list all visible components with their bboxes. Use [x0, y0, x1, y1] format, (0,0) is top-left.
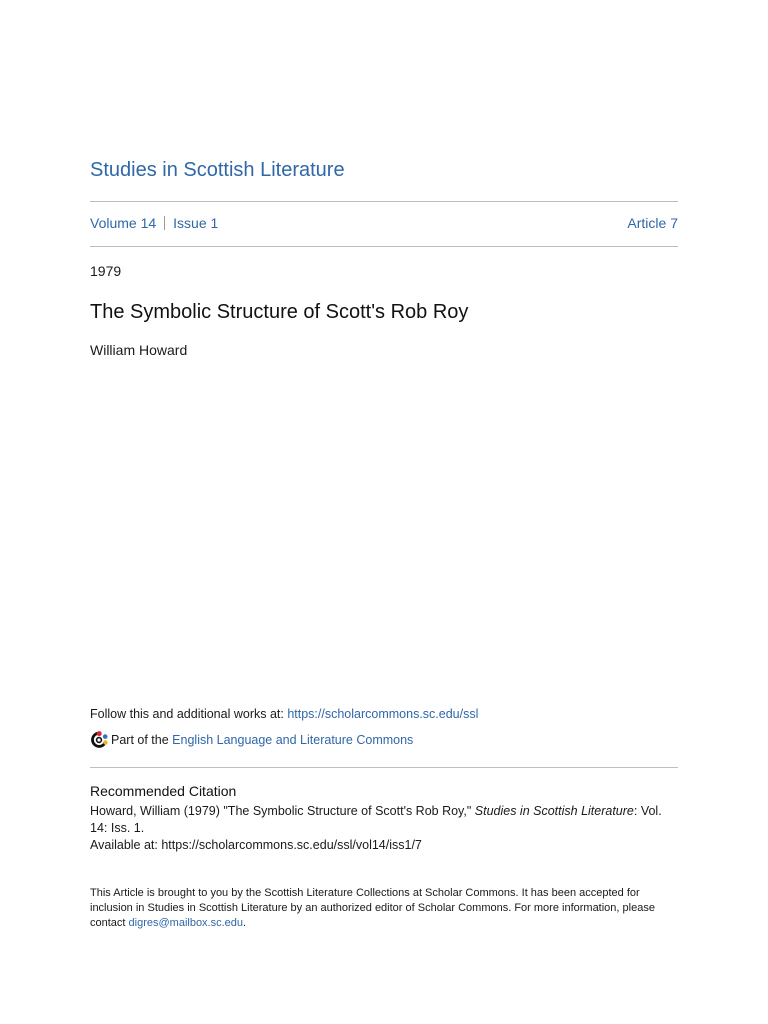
issue-row: [90, 212, 678, 234]
citation-heading: Recommended Citation: [90, 783, 237, 799]
part-of-line: [90, 730, 413, 750]
header-bottom-rule: [90, 246, 678, 247]
publication-year: 1979: [90, 263, 122, 279]
commons-link[interactable]: English Language and Literature Commons: [172, 733, 414, 747]
volume-link[interactable]: Volume 14: [90, 215, 157, 231]
network-commons-icon: [90, 731, 108, 749]
article-title: The Symbolic Structure of Scott's Rob Roy: [90, 301, 469, 323]
citation-available: Available at: https://scholarcommons.sc.edu/ssl/vol14/iss1/7: [90, 838, 422, 852]
follow-url-link[interactable]: https://scholarcommons.sc.edu/ssl: [287, 707, 479, 721]
citation-journal: Studies in Scottish Literature: [474, 804, 634, 818]
footer-notice: [90, 886, 678, 931]
issue-separator: [164, 216, 165, 230]
header-top-rule: [90, 201, 678, 202]
journal-title-link[interactable]: Studies in Scottish Literature: [90, 159, 345, 181]
footer-end: .: [243, 917, 247, 929]
contact-email-link[interactable]: digres@mailbox.sc.edu: [128, 917, 244, 929]
citation-text: [90, 803, 680, 837]
follow-label: Follow this and additional works at:: [90, 707, 288, 721]
citation-rule: [90, 767, 678, 768]
citation-text-after: : Vol. 14: Iss. 1.: [90, 804, 662, 835]
article-number-link[interactable]: Article 7: [627, 215, 678, 231]
follow-line: [90, 706, 478, 723]
issue-link[interactable]: Issue 1: [173, 215, 219, 231]
footer-text: This Article is brought to you by the Scottish Literature Collections at Scholar Commons. It has been accepted for inclusion in Studies in Scottish Literature by an authorized editor of Scholar Commons. For more information, please contact: [90, 887, 655, 929]
part-of-label: Part of the: [111, 733, 169, 747]
citation-text-before: Howard, William (1979) "The Symbolic Structure of Scott's Rob Roy,": [90, 804, 475, 818]
article-author: William Howard: [90, 342, 188, 358]
